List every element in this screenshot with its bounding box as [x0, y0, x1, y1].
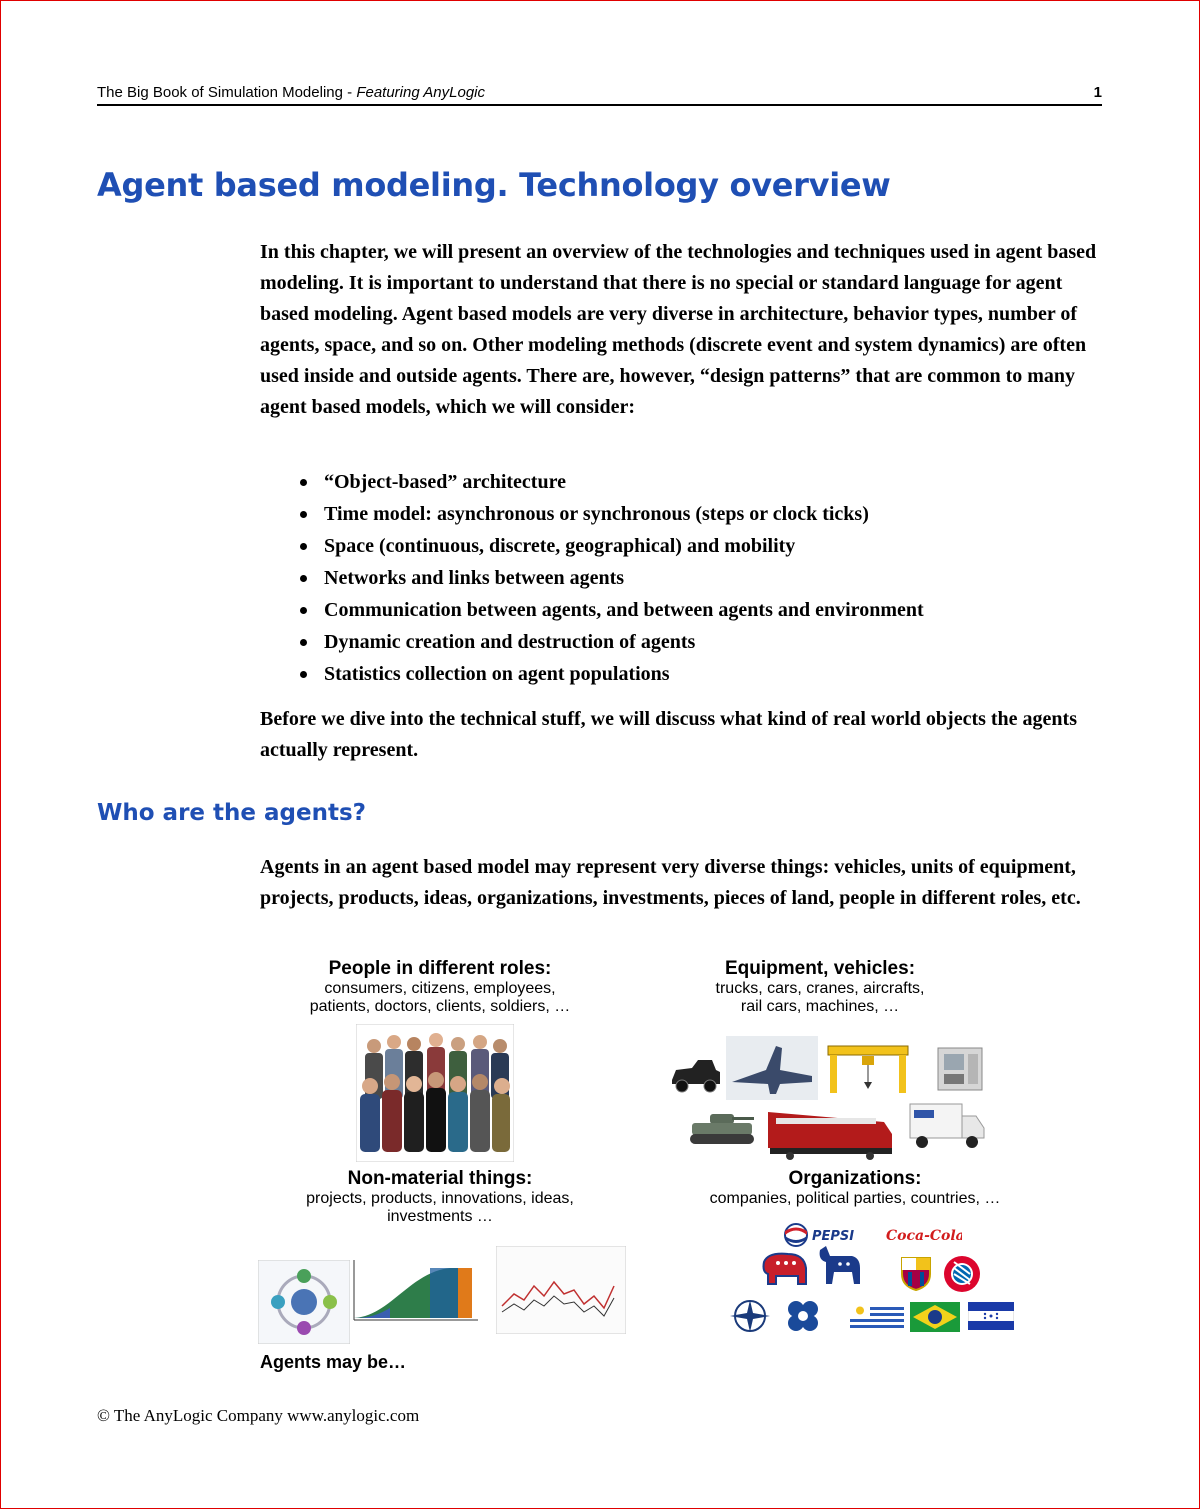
people-line1: consumers, citizens, employees, — [324, 980, 556, 997]
agents-intro-paragraph: Agents in an agent based model may represent very diverse things: vehicles, units of equipment, projects, products, ideas, organizations, investments, pieces of land, people in different roles, etc. — [260, 856, 1081, 909]
uruguay-flag — [850, 1304, 904, 1330]
pattern-list — [300, 466, 924, 690]
list-item: Dynamic creation and destruction of agents — [300, 626, 924, 658]
bullet-icon — [300, 671, 307, 678]
fc-barcelona-crest — [898, 1254, 934, 1292]
bullet-icon — [300, 479, 307, 486]
bullet-icon — [300, 639, 307, 646]
opec-logo — [780, 1296, 826, 1336]
tank-image — [686, 1104, 758, 1150]
list-item: Time model: asynchronous or synchronous (steps or clock ticks) — [300, 498, 924, 530]
list-item: Communication between agents, and between agents and environment — [300, 594, 924, 626]
nato-logo — [726, 1296, 774, 1336]
bullet-icon — [300, 511, 307, 518]
equipment-line1: trucks, cars, cranes, aircrafts, — [715, 980, 925, 997]
coca-cola-logo — [882, 1220, 962, 1248]
pickup-truck-image — [668, 1056, 722, 1094]
bullet-icon — [300, 575, 307, 582]
delivery-truck-image — [906, 1098, 988, 1154]
list-item: Space (continuous, discrete, geographical) and mobility — [300, 530, 924, 562]
organizations-caption — [660, 1168, 1050, 1208]
equipment-line2: rail cars, machines, … — [740, 998, 900, 1015]
header-book-subtitle: Featuring AnyLogic — [356, 84, 485, 101]
machine-image — [930, 1044, 990, 1094]
people-caption — [270, 958, 610, 1016]
transition-paragraph: Before we dive into the technical stuff, we will discuss what kind of real world objects the agents actually represent. — [260, 708, 1077, 761]
organizations-line1: companies, political parties, countries, … — [709, 1190, 1001, 1207]
people-line2: patients, doctors, clients, soldiers, … — [309, 998, 571, 1015]
equipment-title: Equipment, vehicles: — [724, 958, 916, 979]
nonmaterial-caption — [260, 1168, 620, 1226]
chapter-title: Agent based modeling. Technology overview — [97, 166, 891, 204]
people-title: People in different roles: — [328, 958, 552, 979]
list-item: “Object-based” architecture — [300, 466, 924, 498]
stock-chart-image — [496, 1246, 626, 1334]
rail-car-image — [764, 1100, 896, 1162]
project-cycle-image — [258, 1260, 350, 1344]
organizations-title: Organizations: — [788, 1168, 922, 1189]
nonmaterial-line2: investments … — [387, 1208, 493, 1225]
bayern-munich-crest — [942, 1254, 982, 1294]
figure-caption: Agents may be… — [260, 1352, 407, 1372]
fighter-jet-image — [726, 1036, 818, 1100]
intro-paragraph: In this chapter, we will present an overview of the technologies and techniques used in agent based modeling. It is important to understand that there is no special or standard language for agent based modeling. Agent based models are very diverse in architecture, behavior types, number of agents, space, and so on. Other modeling methods (discrete event and system dynamics) are often used inside and outside agents. There are, however, “design patterns” that are common to many agent based models, which we will consider: — [260, 241, 1097, 418]
crane-image — [826, 1042, 910, 1096]
list-item: Networks and links between agents — [300, 562, 924, 594]
bullet-icon — [300, 543, 307, 550]
democratic-donkey-logo — [812, 1244, 864, 1288]
nonmaterial-title: Non-material things: — [347, 1168, 533, 1189]
footer-copyright: © The AnyLogic Company www.anylogic.com — [97, 1406, 420, 1425]
people-group-image — [356, 1024, 514, 1162]
header-book-title: The Big Book of Simulation Modeling - Featuring AnyLogic — [97, 84, 485, 101]
product-lifecycle-image — [350, 1256, 488, 1338]
svg-text:PEPSI: PEPSI — [812, 1229, 855, 1244]
page-number: 1 — [1093, 84, 1102, 101]
equipment-caption — [650, 958, 990, 1016]
svg-text:Coca-Cola: Coca-Cola — [886, 1228, 962, 1244]
running-header — [97, 84, 1102, 106]
republican-elephant-logo — [758, 1248, 810, 1290]
bullet-icon — [300, 607, 307, 614]
section-heading: Who are the agents? — [97, 800, 366, 826]
nonmaterial-line1: projects, products, innovations, ideas, — [306, 1190, 574, 1207]
honduras-flag — [968, 1302, 1014, 1330]
brazil-flag — [910, 1302, 960, 1332]
list-item: Statistics collection on agent populations — [300, 658, 924, 690]
